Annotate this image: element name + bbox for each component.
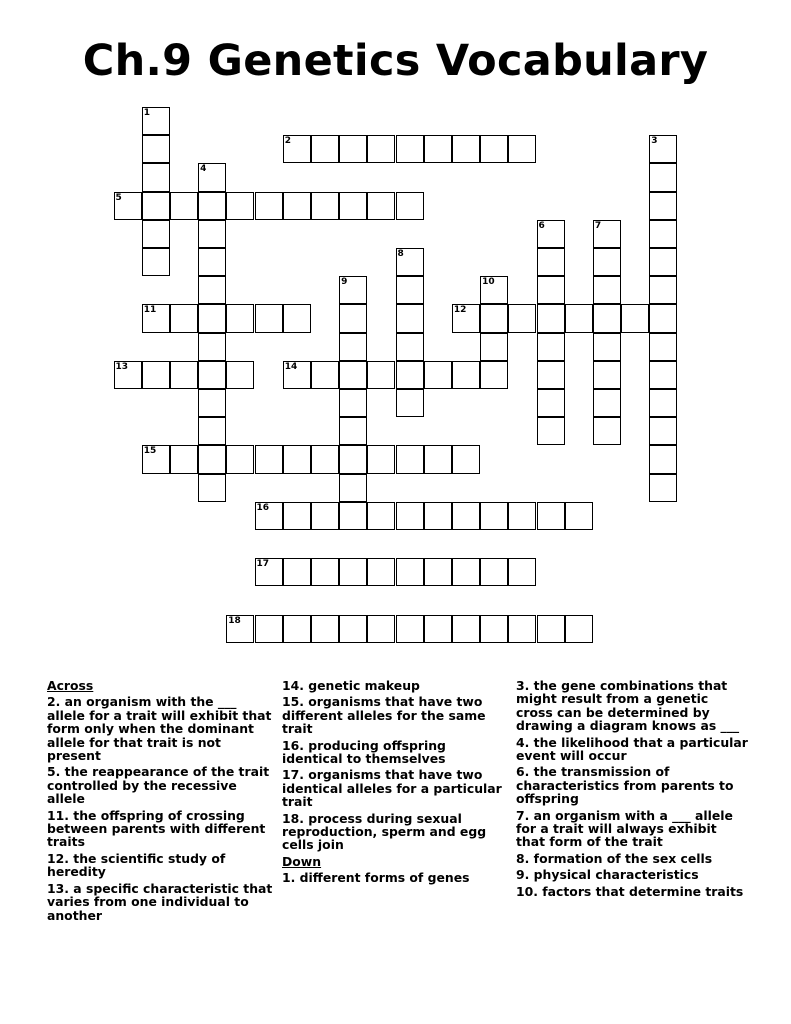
clue-across-5 — [47, 765, 275, 805]
grid-cell[interactable] — [255, 615, 283, 643]
clues-column-1 — [47, 679, 275, 925]
cell-number: 14 — [284, 361, 298, 372]
grid-cell[interactable] — [255, 558, 283, 586]
cell-number: 12 — [453, 305, 467, 316]
grid-cell[interactable] — [339, 615, 367, 643]
grid-cell[interactable] — [565, 615, 593, 643]
clue-text: the offspring of crossing between parents with different traits — [47, 807, 266, 850]
grid-cell[interactable] — [170, 445, 198, 473]
grid-cell[interactable] — [424, 361, 452, 389]
grid-cell[interactable] — [396, 333, 424, 361]
grid-cell[interactable] — [367, 135, 395, 163]
grid-cell[interactable] — [424, 558, 452, 586]
page-title: Ch.9 Genetics Vocabulary — [82, 36, 709, 86]
grid-cell[interactable] — [649, 276, 677, 304]
grid-cell[interactable] — [367, 192, 395, 220]
clue-down-1 — [282, 871, 510, 884]
grid-cell[interactable] — [649, 389, 677, 417]
clue-text: factors that determine traits — [542, 883, 744, 899]
grid-cell[interactable] — [255, 192, 283, 220]
grid-cell[interactable] — [537, 248, 565, 276]
clue-text: the reappearance of the trait controlled by the recessive allele — [47, 764, 270, 807]
grid-cell[interactable] — [198, 276, 226, 304]
grid-cell[interactable] — [114, 192, 142, 220]
grid-cell[interactable] — [649, 445, 677, 473]
grid-cell[interactable] — [142, 107, 170, 135]
grid-cell[interactable] — [649, 135, 677, 163]
cell-number: 15 — [143, 446, 157, 457]
grid-cell[interactable] — [142, 445, 170, 473]
clue-number: 8. — [516, 850, 530, 866]
cell-number: 13 — [115, 361, 129, 372]
grid-cell[interactable] — [537, 333, 565, 361]
grid-cell[interactable] — [480, 615, 508, 643]
clue-number: 14. — [282, 678, 304, 693]
clue-down-8 — [516, 852, 748, 865]
grid-cell[interactable] — [593, 248, 621, 276]
grid-cell[interactable] — [226, 361, 254, 389]
grid-cell[interactable] — [142, 135, 170, 163]
down-heading: Down — [282, 853, 322, 869]
grid-cell[interactable] — [480, 502, 508, 530]
grid-cell[interactable] — [537, 417, 565, 445]
across-heading: Across — [47, 678, 94, 693]
grid-cell[interactable] — [339, 192, 367, 220]
clue-number: 13. — [47, 880, 69, 896]
clue-text: formation of the sex cells — [533, 850, 713, 866]
clue-down-10 — [516, 885, 748, 898]
grid-cell[interactable] — [621, 304, 649, 332]
grid-cell[interactable] — [367, 445, 395, 473]
grid-cell[interactable] — [396, 502, 424, 530]
grid-cell[interactable] — [593, 304, 621, 332]
grid-cell[interactable] — [283, 558, 311, 586]
cell-number: 1 — [143, 108, 150, 118]
grid-cell[interactable] — [198, 192, 226, 220]
cell-number: 4 — [200, 164, 207, 175]
grid-cell[interactable] — [198, 220, 226, 248]
grid-cell[interactable] — [452, 615, 480, 643]
grid-cell[interactable] — [311, 135, 339, 163]
grid-cell[interactable] — [593, 417, 621, 445]
clue-across-16 — [282, 739, 510, 766]
clues-column-2 — [282, 679, 510, 888]
grid-cell[interactable] — [283, 192, 311, 220]
clue-number: 2. — [47, 694, 61, 710]
clue-text: physical characteristics — [533, 867, 699, 883]
grid-cell[interactable] — [198, 389, 226, 417]
grid-cell[interactable] — [311, 615, 339, 643]
clue-text: a specific characteristic that varies from one individual to another — [47, 880, 273, 923]
clue-number: 11. — [47, 807, 69, 823]
grid-cell[interactable] — [537, 389, 565, 417]
grid-cell[interactable] — [593, 361, 621, 389]
grid-cell[interactable] — [452, 445, 480, 473]
grid-cell[interactable] — [283, 135, 311, 163]
grid-cell[interactable] — [339, 304, 367, 332]
clue-number: 7. — [516, 807, 530, 823]
grid-cell[interactable] — [480, 276, 508, 304]
grid-cell[interactable] — [649, 304, 677, 332]
grid-cell[interactable] — [226, 304, 254, 332]
grid-cell[interactable] — [396, 248, 424, 276]
grid-cell[interactable] — [537, 304, 565, 332]
grid-cell[interactable] — [311, 445, 339, 473]
grid-cell[interactable] — [142, 192, 170, 220]
grid-cell[interactable] — [367, 361, 395, 389]
clue-text: different forms of genes — [299, 870, 470, 886]
cell-number: 17 — [256, 559, 270, 570]
grid-cell[interactable] — [198, 163, 226, 191]
grid-cell[interactable] — [424, 615, 452, 643]
grid-cell[interactable] — [142, 220, 170, 248]
clue-text: the transmission of characteristics from parents to offspring — [516, 764, 734, 807]
grid-cell[interactable] — [537, 615, 565, 643]
clue-down-3 — [516, 679, 748, 733]
clue-number: 15. — [282, 694, 304, 710]
clue-text: organisms that have two different alleles for the same trait — [282, 694, 486, 737]
cell-number: 5 — [115, 192, 122, 203]
grid-cell[interactable] — [255, 445, 283, 473]
clue-number: 1. — [282, 870, 296, 886]
clue-across-2 — [47, 695, 275, 762]
clue-across-12 — [47, 852, 275, 879]
grid-cell[interactable] — [367, 502, 395, 530]
grid-cell[interactable] — [339, 389, 367, 417]
grid-cell[interactable] — [508, 558, 536, 586]
clue-down-9 — [516, 868, 748, 881]
grid-cell[interactable] — [339, 333, 367, 361]
clue-text: an organism with the ___ allele for a trait will exhibit that form only when the dominant allele for that trait is not present — [47, 694, 272, 764]
grid-cell[interactable] — [226, 445, 254, 473]
grid-cell[interactable] — [452, 361, 480, 389]
grid-cell[interactable] — [198, 333, 226, 361]
grid-cell[interactable] — [339, 276, 367, 304]
clue-text: the scientific study of heredity — [47, 850, 226, 880]
clue-across-14 — [282, 679, 510, 692]
grid-cell[interactable] — [283, 615, 311, 643]
grid-cell[interactable] — [170, 361, 198, 389]
grid-cell[interactable] — [649, 192, 677, 220]
grid-cell[interactable] — [508, 502, 536, 530]
grid-cell[interactable] — [255, 502, 283, 530]
grid-cell[interactable] — [537, 220, 565, 248]
grid-cell[interactable] — [508, 615, 536, 643]
grid-cell[interactable] — [593, 220, 621, 248]
cell-number: 16 — [256, 502, 270, 513]
grid-cell[interactable] — [593, 276, 621, 304]
grid-cell[interactable] — [367, 615, 395, 643]
grid-cell[interactable] — [367, 558, 395, 586]
grid-cell[interactable] — [170, 304, 198, 332]
grid-cell[interactable] — [198, 474, 226, 502]
grid-cell[interactable] — [396, 135, 424, 163]
grid-cell[interactable] — [452, 304, 480, 332]
clue-down-7 — [516, 809, 748, 849]
clue-text: genetic makeup — [308, 678, 420, 693]
grid-cell[interactable] — [424, 502, 452, 530]
grid-cell[interactable] — [311, 192, 339, 220]
grid-cell[interactable] — [283, 304, 311, 332]
cell-number: 11 — [143, 305, 157, 316]
grid-cell[interactable] — [311, 558, 339, 586]
grid-cell[interactable] — [480, 333, 508, 361]
clue-down-4 — [516, 736, 748, 763]
cell-number: 18 — [228, 615, 241, 626]
grid-cell[interactable] — [142, 304, 170, 332]
cell-number: 9 — [341, 277, 348, 288]
grid-cell[interactable] — [396, 361, 424, 389]
grid-cell[interactable] — [255, 304, 283, 332]
grid-cell[interactable] — [226, 615, 254, 643]
grid-cell[interactable] — [339, 502, 367, 530]
grid-cell[interactable] — [396, 389, 424, 417]
grid-cell[interactable] — [283, 361, 311, 389]
grid-cell[interactable] — [311, 502, 339, 530]
grid-cell[interactable] — [283, 502, 311, 530]
grid-cell[interactable] — [198, 248, 226, 276]
clues-column-3 — [516, 679, 748, 901]
clue-number: 9. — [516, 867, 530, 883]
clue-across-17 — [282, 768, 510, 808]
grid-cell[interactable] — [396, 445, 424, 473]
cell-number: 3 — [651, 136, 658, 147]
grid-cell[interactable] — [339, 135, 367, 163]
grid-cell[interactable] — [537, 276, 565, 304]
grid-cell[interactable] — [424, 135, 452, 163]
grid-cell[interactable] — [480, 304, 508, 332]
grid-cell[interactable] — [142, 248, 170, 276]
cell-number: 7 — [594, 220, 602, 231]
grid-cell[interactable] — [339, 445, 367, 473]
grid-cell[interactable] — [114, 361, 142, 389]
grid-cell[interactable] — [142, 163, 170, 191]
grid-cell[interactable] — [508, 304, 536, 332]
grid-cell[interactable] — [339, 417, 367, 445]
grid-cell[interactable] — [339, 558, 367, 586]
grid-cell[interactable] — [311, 361, 339, 389]
grid-cell[interactable] — [565, 304, 593, 332]
clue-number: 6. — [516, 764, 530, 780]
clue-text: process during sexual reproduction, sperm and egg cells join — [282, 810, 487, 853]
cell-number: 8 — [397, 249, 404, 259]
cell-number: 6 — [538, 220, 545, 231]
grid-cell[interactable] — [649, 333, 677, 361]
grid-cell[interactable] — [508, 135, 536, 163]
clue-number: 12. — [47, 850, 69, 866]
grid-cell[interactable] — [649, 163, 677, 191]
grid-cell[interactable] — [452, 135, 480, 163]
grid-cell[interactable] — [396, 615, 424, 643]
grid-cell[interactable] — [452, 502, 480, 530]
grid-cell[interactable] — [170, 192, 198, 220]
clue-number: 10. — [516, 883, 538, 899]
grid-cell[interactable] — [339, 361, 367, 389]
cell-number: 10 — [482, 277, 495, 288]
clue-text: an organism with a ___ allele for a trait will always exhibit that form of the trait — [516, 807, 733, 850]
clue-number: 18. — [282, 810, 304, 826]
grid-cell[interactable] — [452, 558, 480, 586]
grid-cell[interactable] — [339, 474, 367, 502]
clue-across-11 — [47, 809, 275, 849]
grid-cell[interactable] — [649, 474, 677, 502]
grid-cell[interactable] — [198, 445, 226, 473]
clue-number: 4. — [516, 734, 530, 750]
grid-cell[interactable] — [649, 220, 677, 248]
grid-cell[interactable] — [649, 361, 677, 389]
grid-cell[interactable] — [480, 361, 508, 389]
clue-text: the likelihood that a particular event will occur — [516, 734, 748, 764]
grid-cell[interactable] — [283, 445, 311, 473]
clue-text: the gene combinations that might result from a genetic cross can be determined by drawing a diagram knows as ___ — [516, 678, 740, 734]
clue-number: 17. — [282, 767, 304, 783]
clue-text: organisms that have two identical alleles for a particular trait — [282, 767, 502, 810]
clue-number: 16. — [282, 737, 304, 753]
grid-cell[interactable] — [396, 304, 424, 332]
grid-cell[interactable] — [649, 248, 677, 276]
grid-cell[interactable] — [480, 135, 508, 163]
grid-cell[interactable] — [480, 558, 508, 586]
grid-cell[interactable] — [142, 361, 170, 389]
grid-cell[interactable] — [424, 445, 452, 473]
grid-cell[interactable] — [565, 502, 593, 530]
grid-cell[interactable] — [396, 192, 424, 220]
grid-cell[interactable] — [198, 417, 226, 445]
clue-down-6 — [516, 765, 748, 805]
clue-number: 5. — [47, 764, 61, 780]
grid-cell[interactable] — [593, 389, 621, 417]
clue-across-15 — [282, 695, 510, 735]
grid-cell[interactable] — [396, 558, 424, 586]
grid-cell[interactable] — [226, 192, 254, 220]
grid-cell[interactable] — [198, 304, 226, 332]
cell-number: 2 — [284, 136, 291, 147]
grid-cell[interactable] — [537, 502, 565, 530]
grid-cell[interactable] — [593, 333, 621, 361]
clue-text: producing offspring identical to themselves — [282, 737, 446, 767]
grid-cell[interactable] — [198, 361, 226, 389]
clue-across-13 — [47, 882, 275, 922]
grid-cell[interactable] — [649, 417, 677, 445]
grid-cell[interactable] — [537, 361, 565, 389]
clue-across-18 — [282, 812, 510, 852]
clue-number: 3. — [516, 678, 530, 693]
grid-cell[interactable] — [396, 276, 424, 304]
